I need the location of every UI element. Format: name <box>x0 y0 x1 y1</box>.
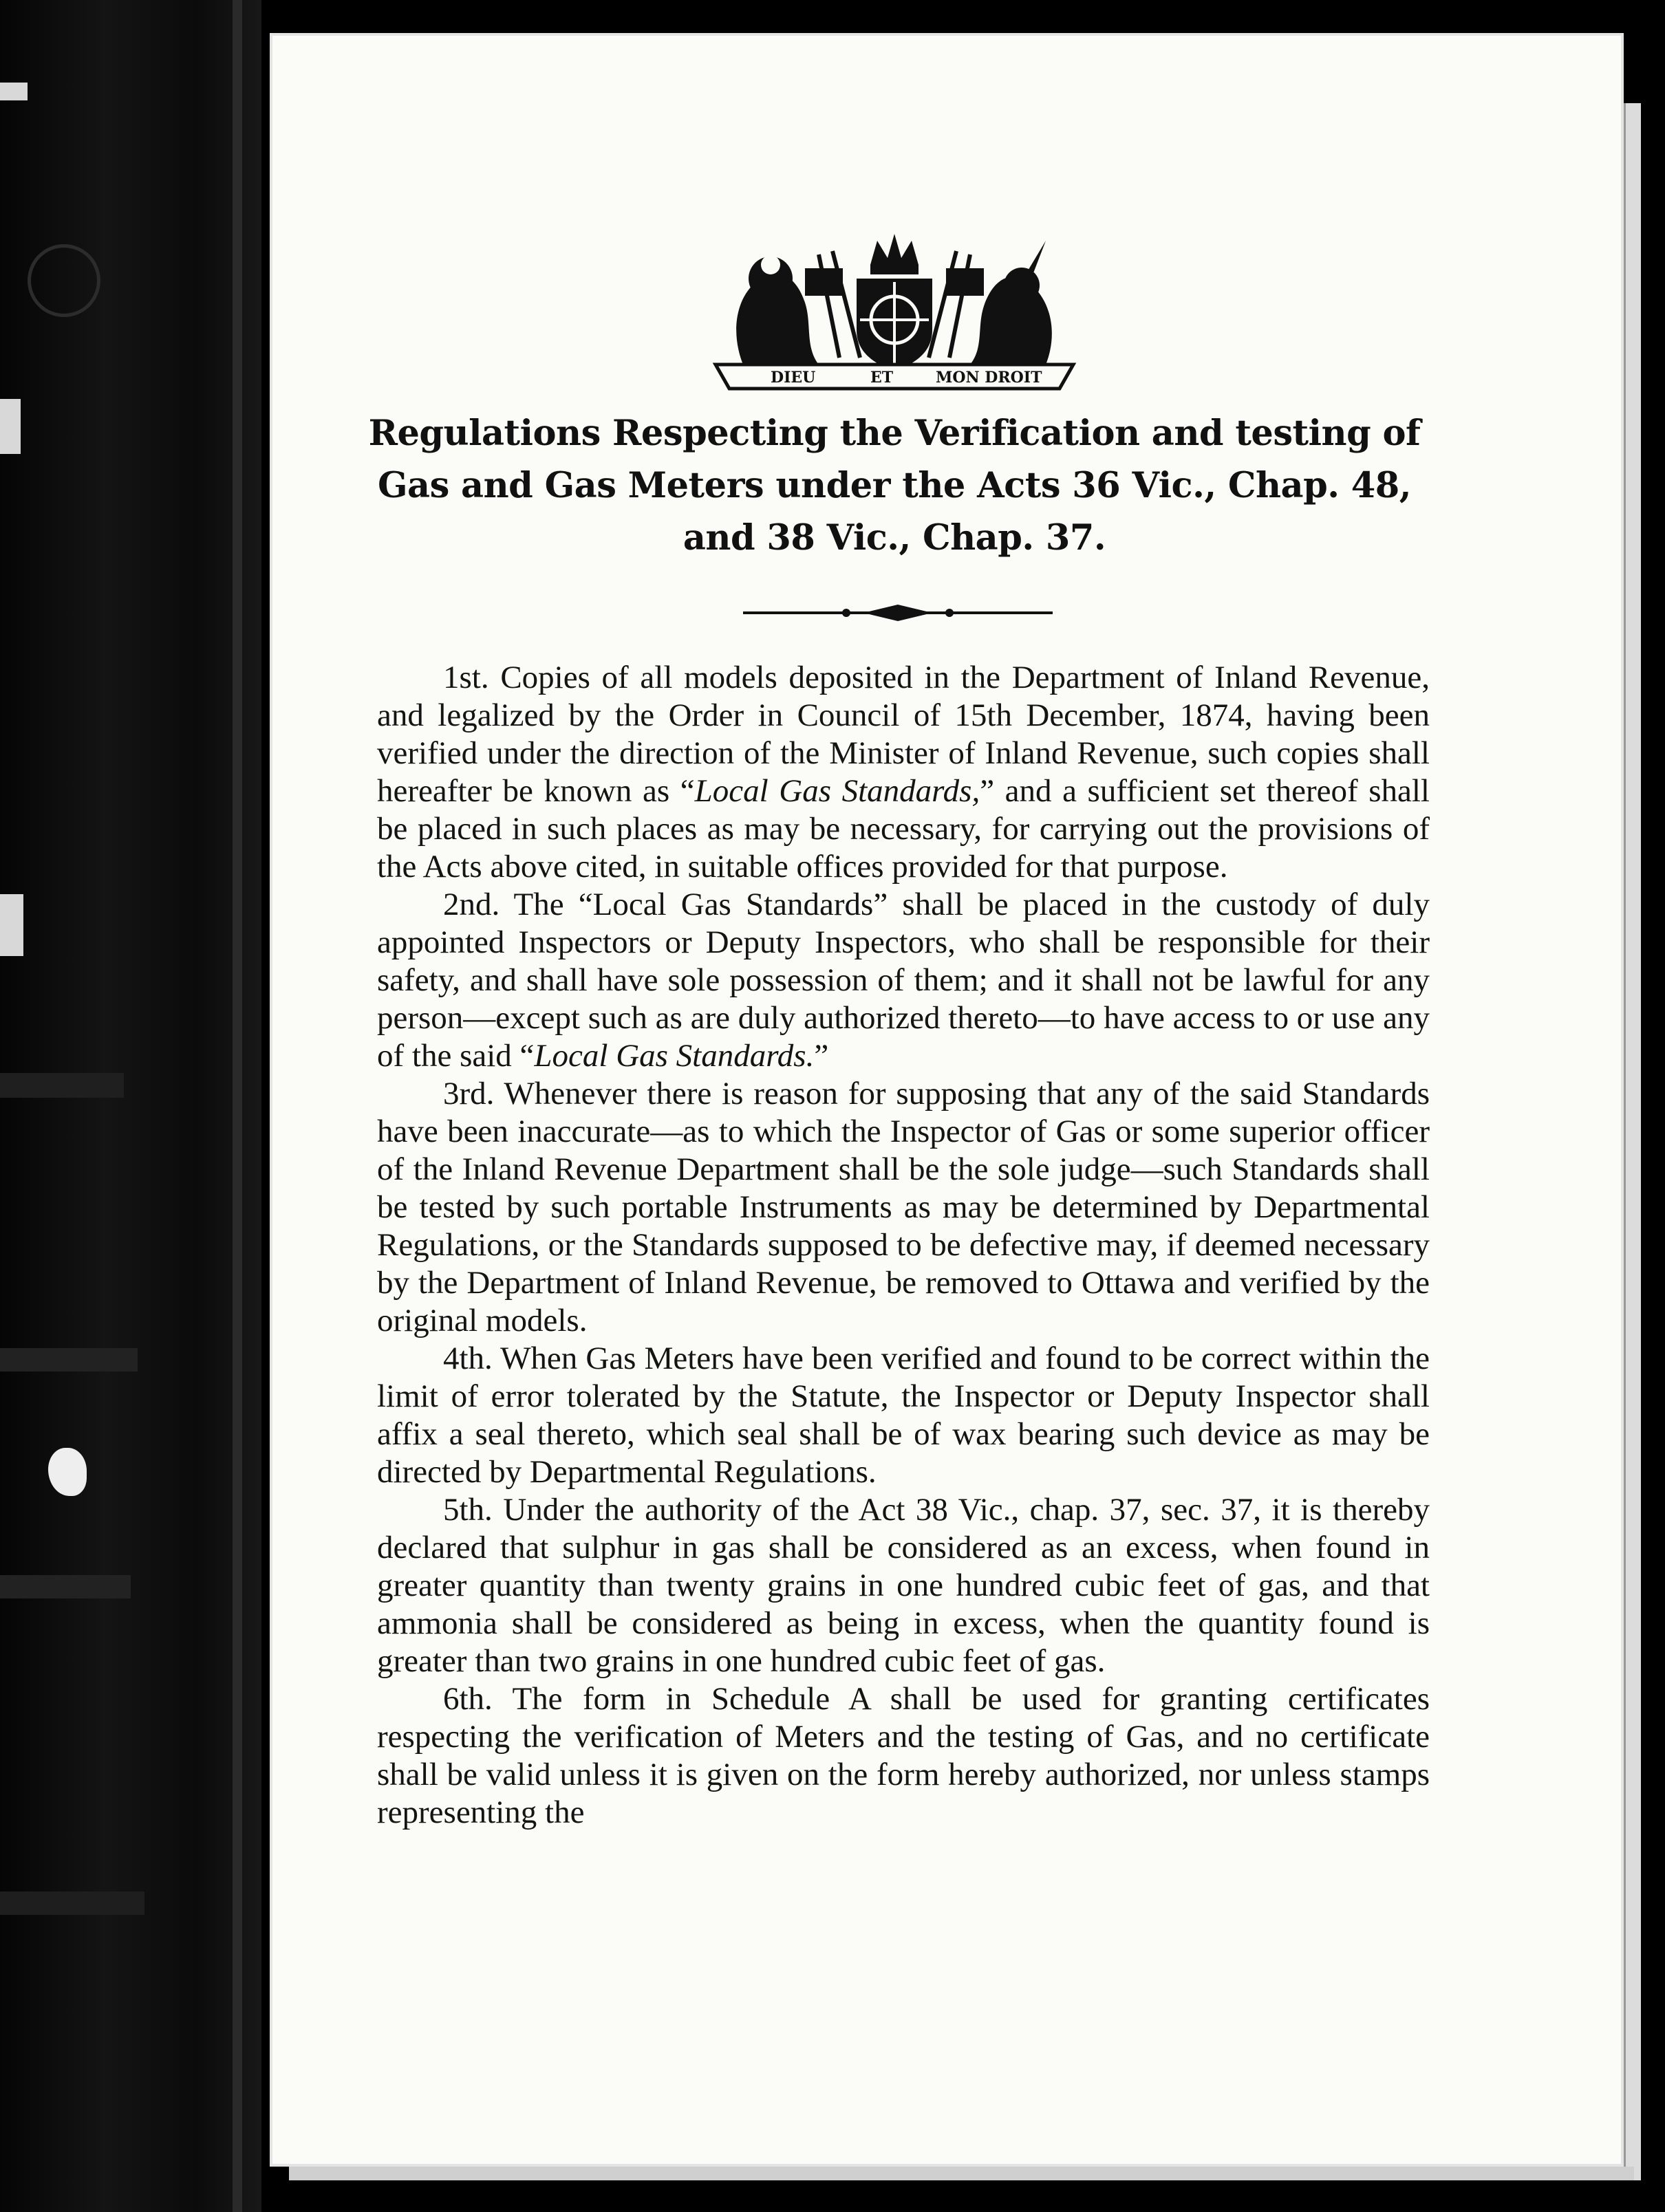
paragraph-text-continued: ” and a sufficient set thereof shall be placed in such places as may be necessary, for carrying out the provisions of the Acts above cited, in suitable offices provided for that purpose. <box>377 773 1430 885</box>
spine-edge <box>233 0 242 2212</box>
crest-motto-right: MON DROIT <box>936 369 1042 387</box>
ornamental-rule <box>743 603 1053 623</box>
paragraph-number: 6th. <box>443 1681 493 1717</box>
royal-coat-of-arms-icon <box>702 227 1087 392</box>
regulation-paragraph-2 <box>377 886 1430 1075</box>
book-spine <box>0 0 261 2212</box>
paragraph-text: Whenever there is reason for supposing that any of the said Standards have been inaccurate—as to which the Inspector of Gas or some superior officer of the Inland Revenue Department shall be the sole judge—such Standards shall be tested by such portable Instruments as may be determined by Departmental Regulations, or the Standards supposed to be defective may, if deemed necessary by the Department of Inland Revenue, be removed to Ottawa and verified by the original models. <box>377 1076 1430 1338</box>
page-edge-bottom <box>289 2167 1634 2180</box>
page-edge-right <box>1624 103 1641 2180</box>
page-title: Regulations Respecting the Verification and testing of Gas and Gas Meters under the Acts 36 Vic., Chap. 48, and 38 Vic., Chap. 37. <box>368 413 1421 559</box>
paragraph-text: When Gas Meters have been verified and found to be correct within the limit of error tolerated by the Statute, the Inspector or Deputy Inspector shall affix a seal thereto, which seal shall be of wax bearing such device as may be directed by Departmental Regulations. <box>377 1341 1430 1490</box>
paragraph-italic-term: Local Gas Standards, <box>694 773 980 809</box>
crest-motto-middle: ET <box>870 369 894 387</box>
paragraph-text: The form in Schedule A shall be used for granting certificates respecting the verification of Meters and the testing of Gas, and no certificate shall be valid unless it is given on the form hereby authorized, nor unless stamps representing the <box>377 1681 1430 1830</box>
regulation-paragraph-3 <box>377 1075 1430 1340</box>
paragraph-text: Under the authority of the Act 38 Vic., chap. 37, sec. 37, it is thereby declared that sulphur in gas shall be considered as an excess, when found in greater quantity than twenty grains in one hundred cubic feet of gas, and that ammonia shall be considered as being in excess, when the quantity found is greater than two grains in one hundred cubic feet of gas. <box>377 1492 1430 1679</box>
regulation-paragraph-4 <box>377 1340 1430 1491</box>
regulations-body <box>377 659 1430 1832</box>
paragraph-number: 5th. <box>443 1492 493 1528</box>
paragraph-number: 3rd. <box>443 1076 495 1112</box>
regulation-paragraph-6 <box>377 1680 1430 1832</box>
crest-motto-left: DIEU <box>771 369 816 387</box>
paragraph-text: Copies of all models deposited in the Department of Inland Revenue, and legalized by the Order in Council of 15th December, 1874, having been verified under the direction of the Minister of Inland Revenue, such copies shall hereafter be known as “ <box>377 660 1430 809</box>
paragraph-italic-term: Local Gas Standards. <box>534 1038 815 1074</box>
paragraph-text: The “Local Gas Standards” shall be placed in the custody of duly appointed Inspectors or Deputy Inspectors, who shall be responsible for their safety, and shall have sole possession of them; and it shall not be lawful for any person—except such as are duly authorized thereto—to have access to or use any of the said “ <box>377 887 1430 1074</box>
regulation-paragraph-5 <box>377 1491 1430 1680</box>
spine-ring-mark <box>28 244 100 317</box>
paragraph-number: 1st. <box>443 660 489 695</box>
paragraph-number: 4th. <box>443 1341 493 1376</box>
paragraph-text-continued: ” <box>814 1038 829 1074</box>
regulation-paragraph-1 <box>377 659 1430 886</box>
paragraph-number: 2nd. <box>443 887 500 922</box>
